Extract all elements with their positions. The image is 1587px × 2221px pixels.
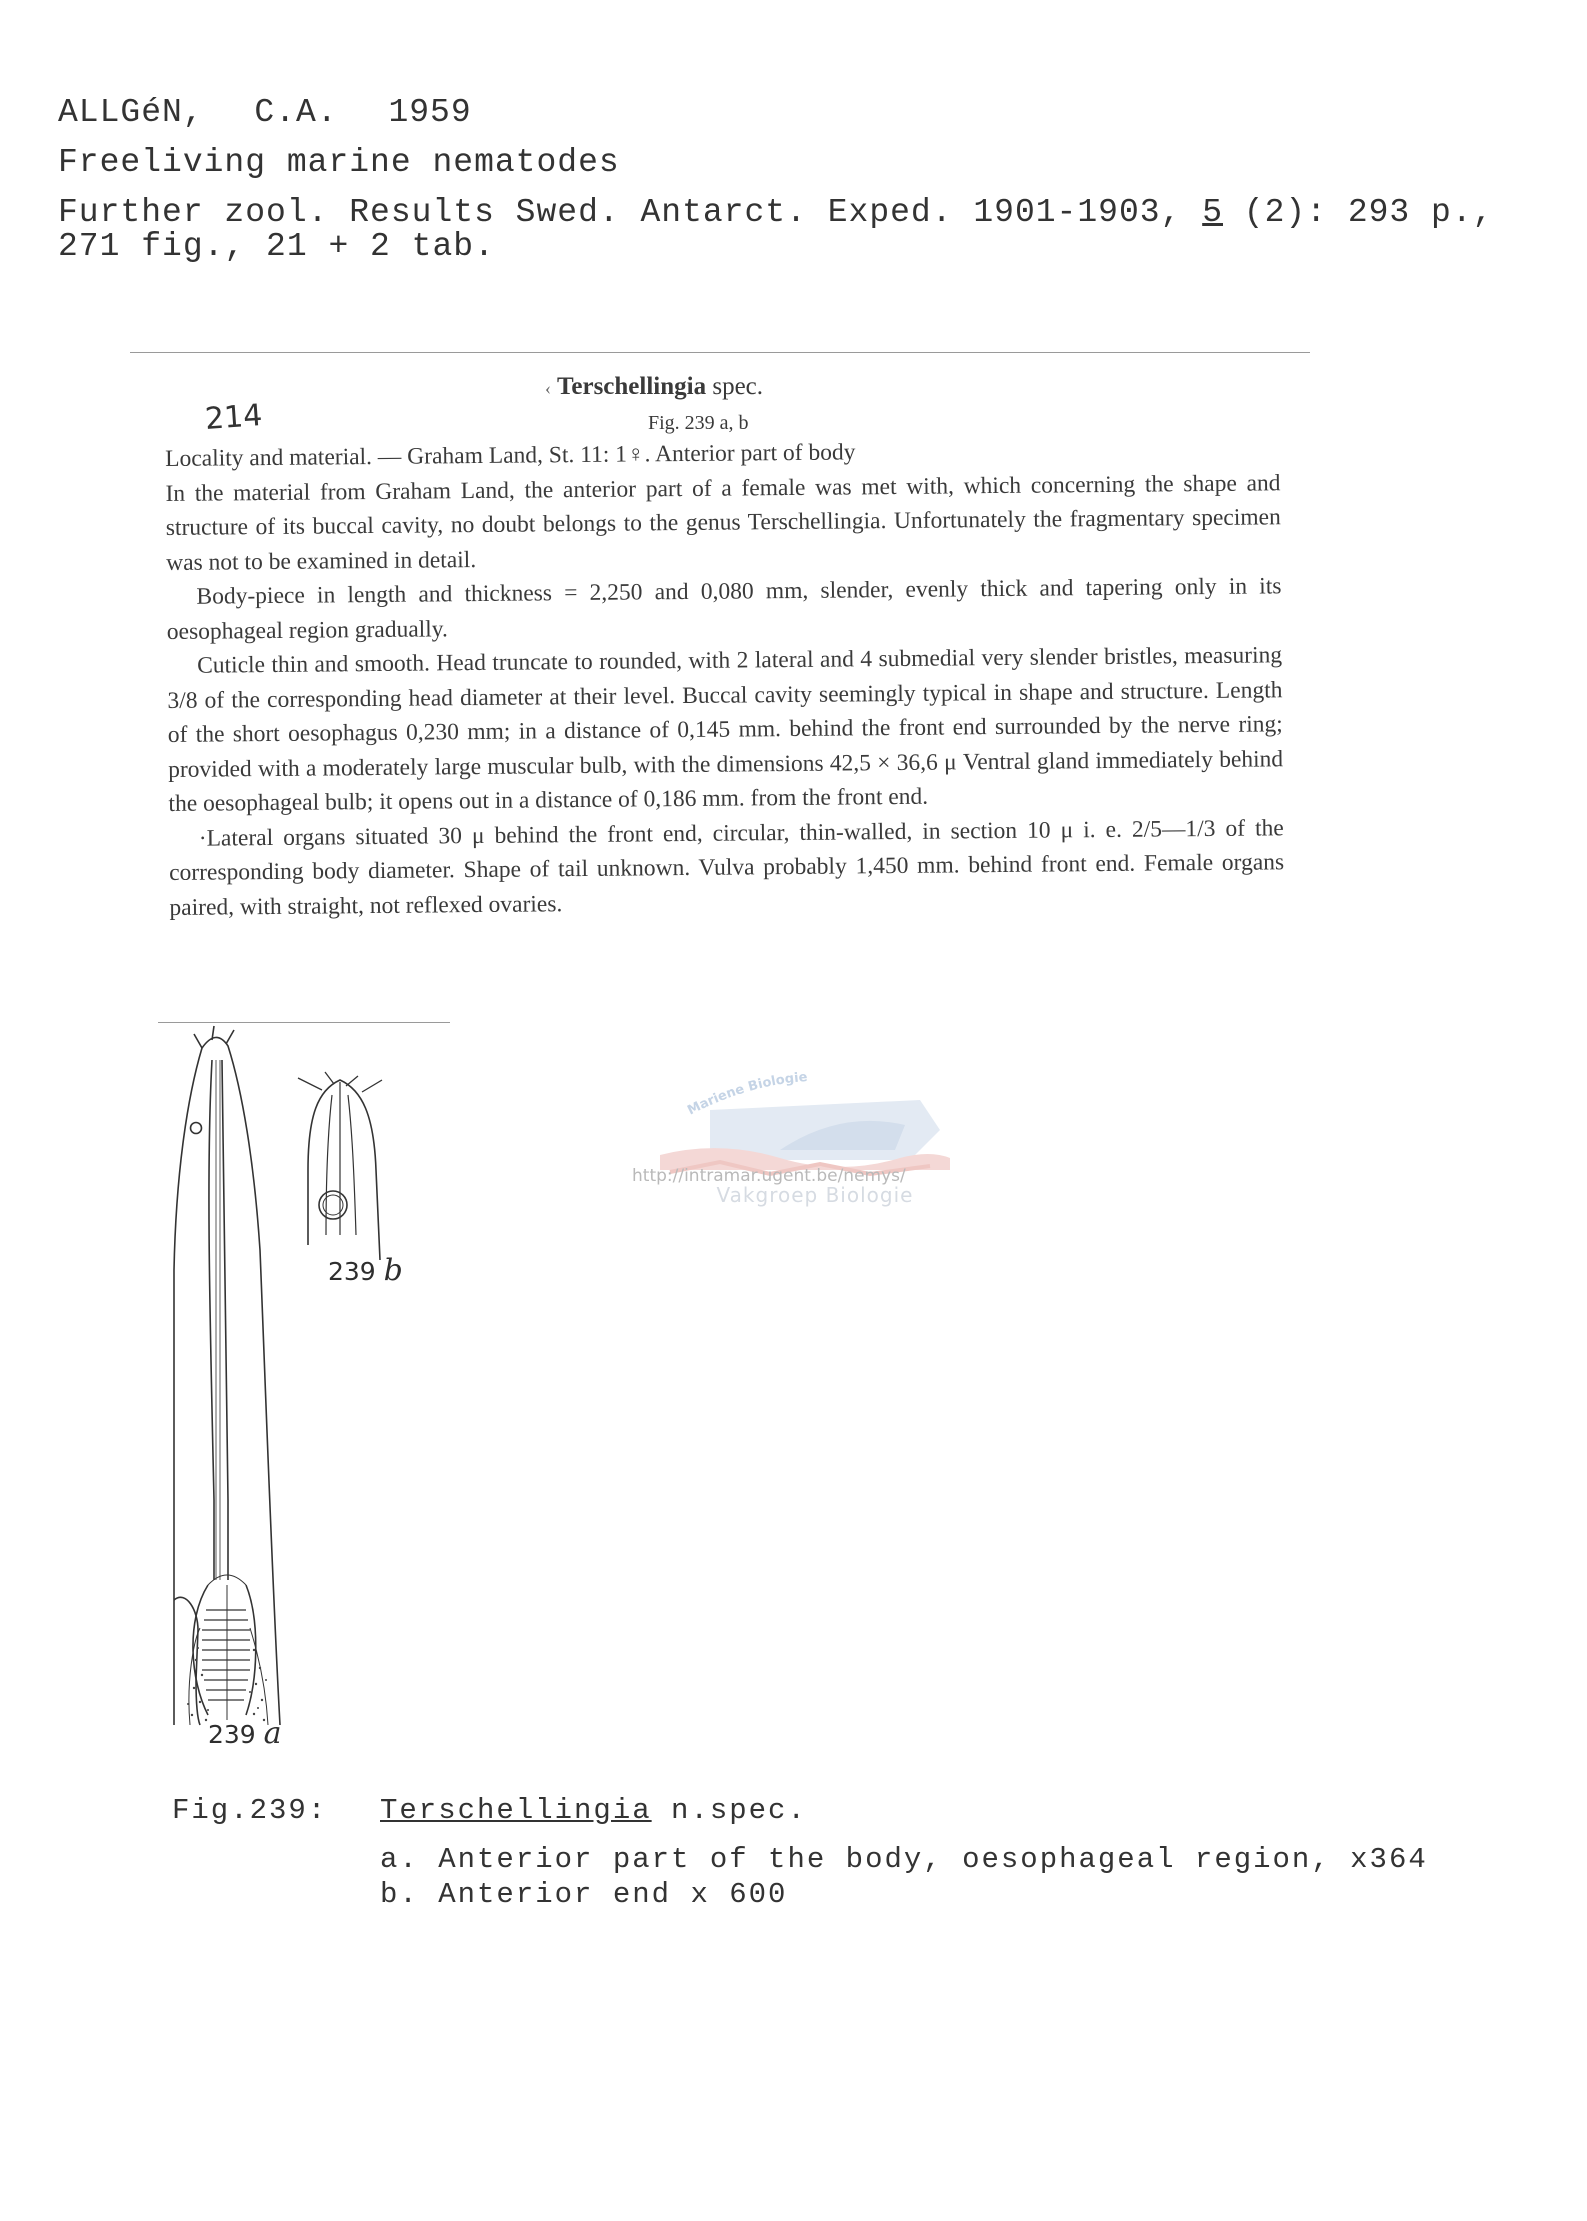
watermark-name: Vakgroep Biologie <box>716 1183 914 1207</box>
citation-extent: 271 fig., 21 + 2 tab. <box>58 228 495 265</box>
figure-239a-drawing <box>174 1026 280 1725</box>
figure-239b-drawing <box>298 1072 382 1260</box>
figure-label-239b-num: 239 <box>328 1257 384 1286</box>
figure-label-239b-letter: b <box>383 1253 403 1288</box>
citation-author: ALLGéN, C.A. <box>58 94 338 131</box>
heading-genus: Terschellingia <box>557 373 707 400</box>
caption-species: n.spec. <box>651 1794 807 1827</box>
citation-title: Freeliving marine nematodes <box>58 144 620 181</box>
paragraph-lateral-organs: ·Lateral organs situated 30 μ behind the front end, circular, thin-walled, in section 10 μ i. e. 2/5—1/3 of the corresponding body diameter. Shape of tail unknown. Vulva probably 1,450 mm. behind front end. Female organs paired, with straight, not reflexed ovaries. <box>169 814 1285 921</box>
citation-author-line <box>58 88 1493 138</box>
figure-label-239b <box>328 1253 403 1288</box>
figure-reference: Fig. 239 a, b <box>648 412 749 434</box>
nematode-illustration <box>150 1020 470 1760</box>
caption-fig-number: Fig.239: <box>172 1794 328 1827</box>
citation-volume: 5 <box>1202 194 1223 231</box>
description-text <box>165 431 1285 925</box>
citation-year: 1959 <box>388 94 472 131</box>
caption-items <box>380 1842 1428 1912</box>
heading-mark: ‹ <box>545 378 551 398</box>
paragraph-cuticle: Cuticle thin and smooth. Head truncate to rounded, with 2 lateral and 4 submedial very slender bristles, measuring 3/8 of the corresponding head diameter at their level. Buccal cavity seemingly typical in shape and structure. Length of the short oesophagus 0,230 mm; in a distance of 0,145 mm. behind the front end surrounded by the nerve ring; provided with a moderately large muscular bulb, with the dimensions 42,5 × 36,6 μ Ventral gland immediately behind the oesophageal bulb; it opens out in a distance of 0,186 mm. from the front end. <box>167 642 1284 817</box>
caption-item-a: a. Anterior part of the body, oesophageal region, x364 <box>380 1843 1428 1876</box>
paragraph-locality: Locality and material. — Graham Land, St. 11: 1♀. Anterior part of body <box>165 439 856 472</box>
caption-title-row <box>172 1793 1428 1828</box>
species-heading <box>545 373 763 401</box>
handwritten-page-number: 214 <box>203 398 264 437</box>
citation-journal-pre: Further zool. Results Swed. Antarct. Exped. 1901-1903, <box>58 194 1203 231</box>
paragraph-intro: In the material from Graham Land, the anterior part of a female was met with, which concerning the shape and structure of its buccal cavity, no doubt belongs to the genus Terschellingia. Unfortunately the fragmentary specimen was not to be examined in detail. <box>165 469 1281 576</box>
citation-journal-post: (2): 293 p., <box>1223 194 1494 231</box>
top-rule <box>130 352 1310 353</box>
figure-label-239a <box>208 1716 282 1751</box>
figure-label-239a-num: 239 <box>208 1720 264 1749</box>
figure-caption <box>172 1793 1428 1912</box>
citation-block <box>58 88 1493 272</box>
caption-genus: Terschellingia <box>380 1794 652 1827</box>
watermark-arc-text: Mariene Biologie <box>685 1070 809 1119</box>
paragraph-body-piece: Body-piece in length and thickness = 2,250 and 0,080 mm, slender, evenly thick and tapering only in its oesophageal region gradually. <box>166 573 1282 645</box>
heading-rest: spec. <box>706 373 764 400</box>
caption-item-b: b. Anterior end x 600 <box>380 1878 788 1911</box>
watermark-url: http://intramar.ugent.be/nemys/ <box>632 1166 906 1186</box>
figure-label-239a-letter: a <box>263 1716 282 1751</box>
